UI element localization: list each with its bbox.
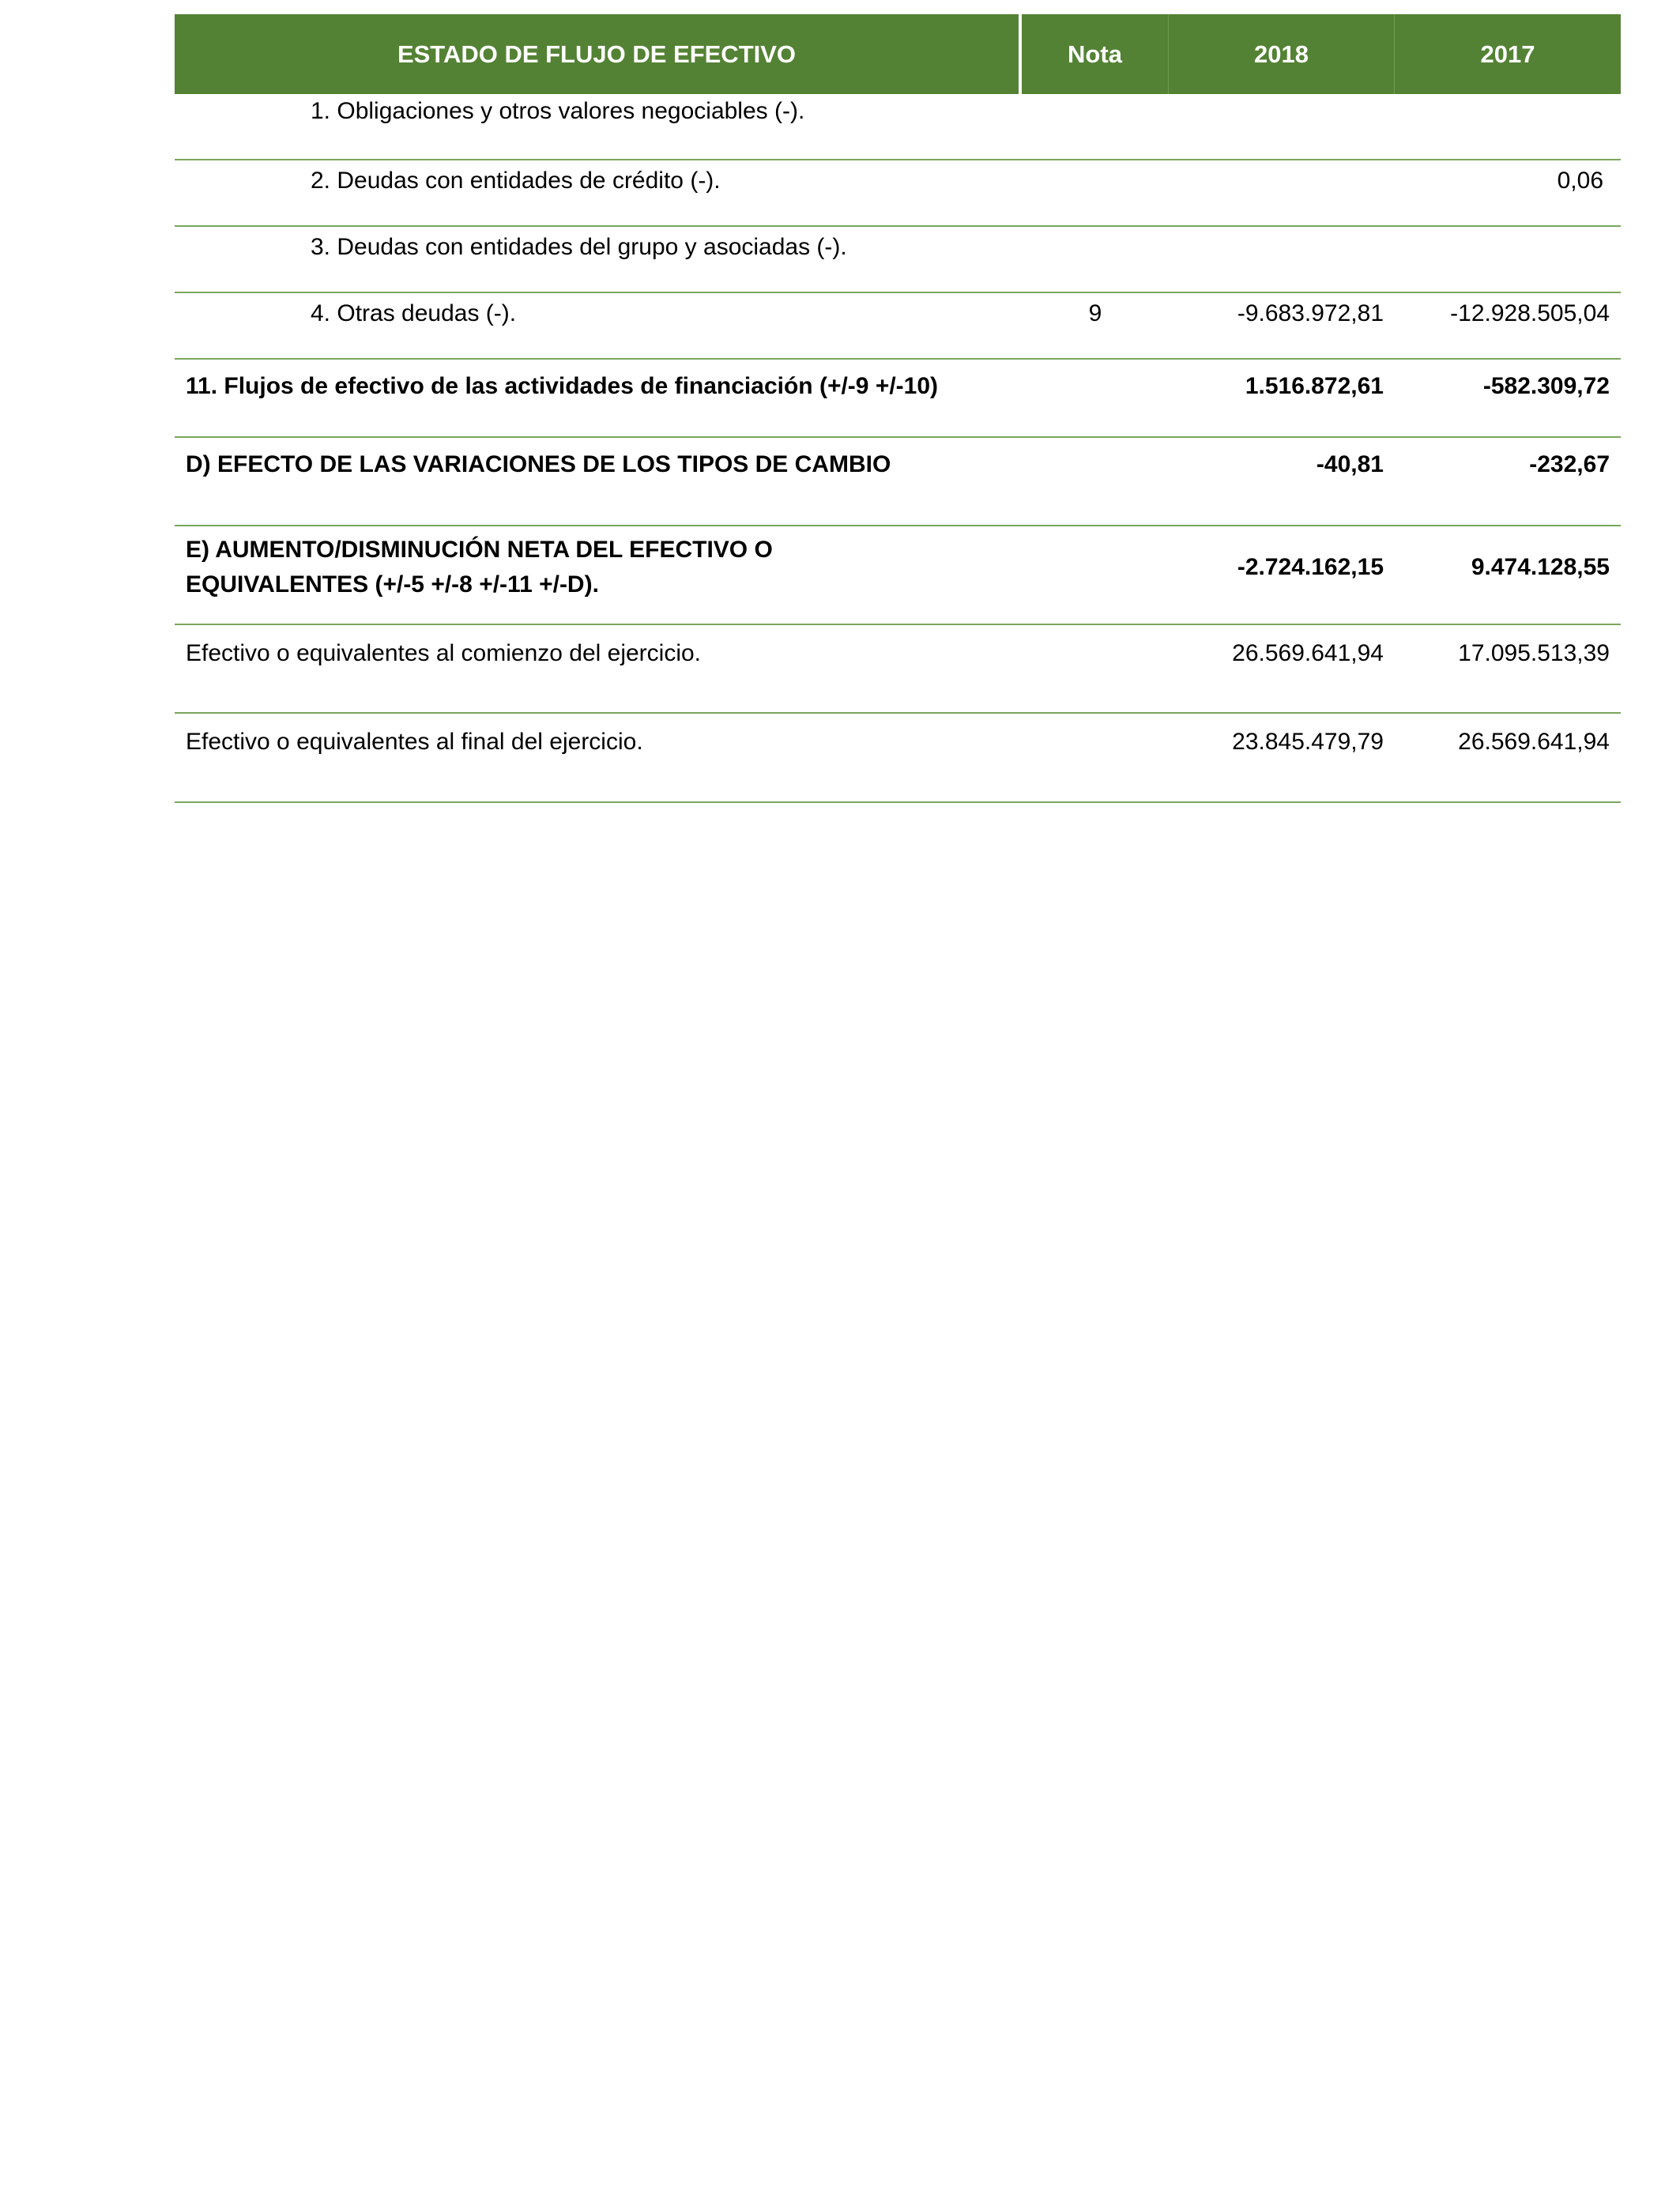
row-value-2018: -40,81 <box>1316 451 1384 477</box>
table-row-section-total <box>175 438 1621 526</box>
row-value-2018: 1.516.872,61 <box>1245 373 1384 399</box>
row-nota <box>1022 625 1169 712</box>
table-row <box>175 94 1621 160</box>
row-label-line: EQUIVALENTES (+/-5 +/-8 +/-11 +/-D). <box>186 571 599 598</box>
table-row <box>175 227 1621 293</box>
row-value-2017: -232,67 <box>1529 451 1610 477</box>
row-label: 11. Flujos de efectivo de las actividades de financiación (+/-9 +/-10) <box>186 373 939 399</box>
row-label-line: E) AUMENTO/DISMINUCIÓN NETA DEL EFECTIVO O <box>186 537 773 563</box>
row-value-2017: -582.309,72 <box>1482 373 1610 399</box>
table-row <box>175 625 1621 714</box>
row-value-2018: 26.569.641,94 <box>1232 640 1384 666</box>
row-nota: 9 <box>1088 300 1102 326</box>
header-year-2018: 2018 <box>1169 14 1395 94</box>
row-nota <box>1022 94 1169 159</box>
row-label: 4. Otras deudas (-). <box>311 300 517 326</box>
header-nota: Nota <box>1022 14 1169 94</box>
row-label: D) EFECTO DE LAS VARIACIONES DE LOS TIPOS DE CAMBIO <box>186 451 891 477</box>
row-value-2018: -9.683.972,81 <box>1237 300 1384 326</box>
row-label: 3. Deudas con entidades del grupo y asociadas (-). <box>311 234 847 260</box>
row-nota <box>1022 714 1169 801</box>
header-statement-title: ESTADO DE FLUJO DE EFECTIVO <box>175 14 1022 94</box>
row-value-2018 <box>1169 94 1395 159</box>
header-year-2017: 2017 <box>1480 40 1535 68</box>
row-value-2018 <box>1169 160 1395 225</box>
row-value-2017: -12.928.505,04 <box>1450 300 1610 326</box>
row-value-2017: 9.474.128,55 <box>1471 554 1610 580</box>
row-value-2018: 23.845.479,79 <box>1232 729 1384 755</box>
row-value-2017: 17.095.513,39 <box>1458 640 1610 666</box>
row-value-2017: 26.569.641,94 <box>1458 729 1610 755</box>
row-label <box>175 526 1022 624</box>
cash-flow-statement-table <box>175 14 1621 803</box>
row-nota <box>1022 227 1169 292</box>
table-row-subtotal <box>175 360 1621 438</box>
row-label: 2. Deudas con entidades de crédito (-). <box>311 168 721 194</box>
table-row <box>175 160 1621 227</box>
row-label: 1. Obligaciones y otros valores negociables (-). <box>311 98 805 124</box>
table-row-section-total <box>175 526 1621 625</box>
row-value-2018 <box>1169 227 1395 292</box>
row-value-2017: 0,06 <box>1557 168 1603 194</box>
row-value-2017 <box>1395 227 1621 292</box>
row-value-2017 <box>1395 94 1621 159</box>
table-header <box>175 14 1621 94</box>
row-label: Efectivo o equivalentes al final del ejercicio. <box>186 729 643 755</box>
row-nota <box>1022 360 1169 436</box>
row-nota <box>1022 526 1169 624</box>
table-row <box>175 293 1621 360</box>
row-label: Efectivo o equivalentes al comienzo del ejercicio. <box>186 640 702 666</box>
table-row <box>175 714 1621 803</box>
row-nota <box>1022 438 1169 525</box>
row-nota <box>1022 160 1169 225</box>
row-value-2018: -2.724.162,15 <box>1237 554 1384 580</box>
